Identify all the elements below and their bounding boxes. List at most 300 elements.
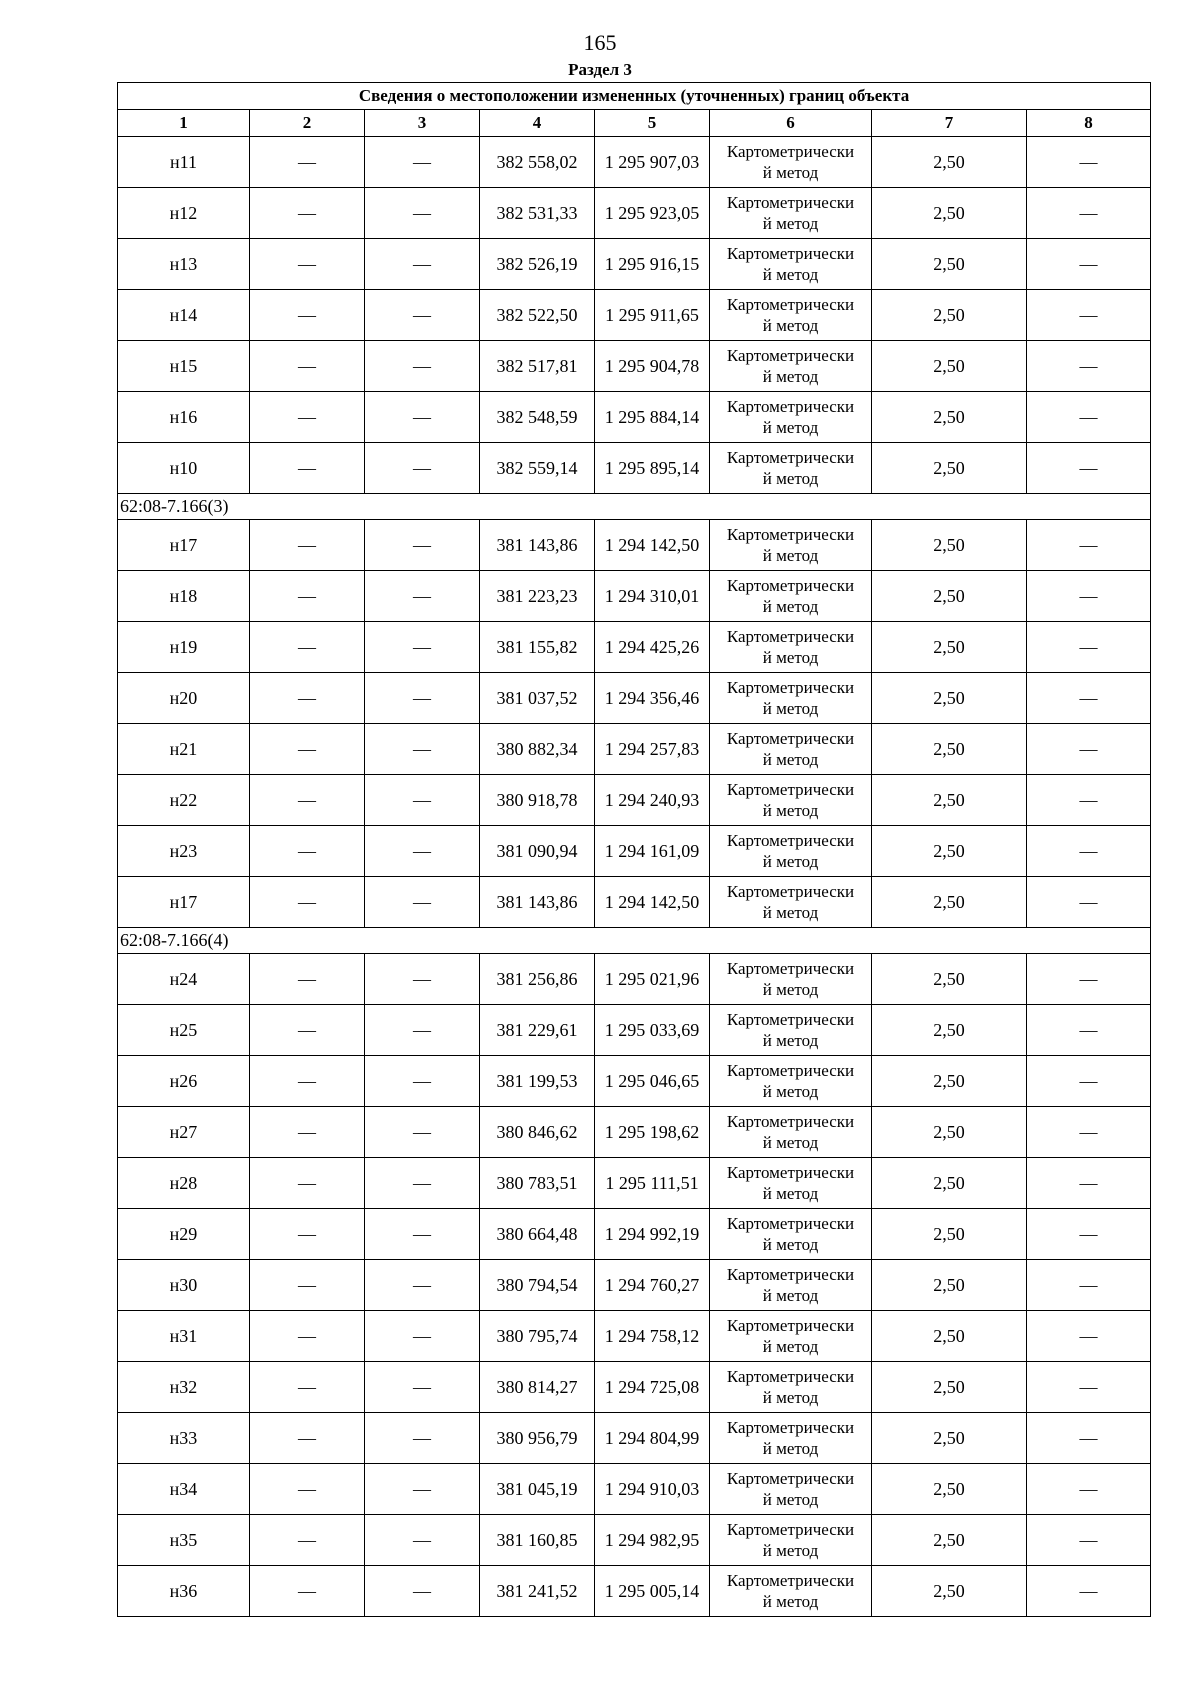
y-coordinate-cell: 1 294 142,50 — [595, 877, 710, 928]
x-coordinate-cell: 380 664,48 — [480, 1209, 595, 1260]
column-3-cell: — — [365, 775, 480, 826]
accuracy-cell: 2,50 — [872, 1005, 1027, 1056]
method-line-2: й метод — [762, 1490, 819, 1509]
accuracy-cell: 2,50 — [872, 1566, 1027, 1617]
x-coordinate-cell: 381 045,19 — [480, 1464, 595, 1515]
x-coordinate-cell: 381 155,82 — [480, 622, 595, 673]
column-2-cell: — — [250, 520, 365, 571]
column-8-cell: — — [1027, 877, 1151, 928]
y-coordinate-cell: 1 295 033,69 — [595, 1005, 710, 1056]
method-cell — [710, 1464, 872, 1515]
column-3-cell: — — [365, 622, 480, 673]
column-2-cell: — — [250, 392, 365, 443]
column-3-cell: — — [365, 1107, 480, 1158]
method-cell — [710, 1005, 872, 1056]
method-line-1: Картометрически — [726, 780, 855, 799]
table-row — [118, 137, 1151, 188]
table-row — [118, 341, 1151, 392]
y-coordinate-cell: 1 295 916,15 — [595, 239, 710, 290]
method-cell — [710, 571, 872, 622]
y-coordinate-cell: 1 294 161,09 — [595, 826, 710, 877]
table-row — [118, 954, 1151, 1005]
point-name-cell: н33 — [118, 1413, 250, 1464]
x-coordinate-cell: 380 918,78 — [480, 775, 595, 826]
method-line-2: й метод — [762, 801, 819, 820]
point-name-cell: н17 — [118, 520, 250, 571]
table-row — [118, 1413, 1151, 1464]
column-8-cell: — — [1027, 954, 1151, 1005]
column-3-cell: — — [365, 1464, 480, 1515]
table-caption-row — [118, 83, 1151, 110]
column-8-cell: — — [1027, 724, 1151, 775]
point-name-cell: н36 — [118, 1566, 250, 1617]
y-coordinate-cell: 1 295 904,78 — [595, 341, 710, 392]
method-line-2: й метод — [762, 546, 819, 565]
x-coordinate-cell: 382 558,02 — [480, 137, 595, 188]
table-row — [118, 392, 1151, 443]
column-number: 2 — [250, 110, 365, 137]
method-cell — [710, 673, 872, 724]
method-line-2: й метод — [762, 699, 819, 718]
column-number: 4 — [480, 110, 595, 137]
column-3-cell: — — [365, 954, 480, 1005]
column-2-cell: — — [250, 673, 365, 724]
accuracy-cell: 2,50 — [872, 1260, 1027, 1311]
point-name-cell: н29 — [118, 1209, 250, 1260]
method-cell — [710, 724, 872, 775]
point-name-cell: н24 — [118, 954, 250, 1005]
point-name-cell: н20 — [118, 673, 250, 724]
point-name-cell: н30 — [118, 1260, 250, 1311]
method-cell — [710, 1056, 872, 1107]
column-2-cell: — — [250, 1107, 365, 1158]
point-name-cell: н22 — [118, 775, 250, 826]
column-8-cell: — — [1027, 1107, 1151, 1158]
x-coordinate-cell: 380 794,54 — [480, 1260, 595, 1311]
x-coordinate-cell: 382 548,59 — [480, 392, 595, 443]
method-line-2: й метод — [762, 648, 819, 667]
method-cell — [710, 1413, 872, 1464]
column-number: 7 — [872, 110, 1027, 137]
table-row — [118, 1005, 1151, 1056]
method-line-1: Картометрически — [726, 1571, 855, 1590]
method-line-1: Картометрически — [726, 831, 855, 850]
y-coordinate-cell: 1 294 760,27 — [595, 1260, 710, 1311]
table-row — [118, 622, 1151, 673]
accuracy-cell: 2,50 — [872, 1107, 1027, 1158]
x-coordinate-cell: 382 531,33 — [480, 188, 595, 239]
x-coordinate-cell: 382 526,19 — [480, 239, 595, 290]
column-3-cell: — — [365, 1515, 480, 1566]
method-cell — [710, 1311, 872, 1362]
table-row — [118, 520, 1151, 571]
x-coordinate-cell: 381 256,86 — [480, 954, 595, 1005]
column-2-cell: — — [250, 239, 365, 290]
point-name-cell: н26 — [118, 1056, 250, 1107]
point-name-cell: н15 — [118, 341, 250, 392]
method-cell — [710, 775, 872, 826]
table-row — [118, 877, 1151, 928]
method-cell — [710, 954, 872, 1005]
method-line-2: й метод — [762, 265, 819, 284]
column-8-cell: — — [1027, 1260, 1151, 1311]
y-coordinate-cell: 1 294 910,03 — [595, 1464, 710, 1515]
column-2-cell: — — [250, 290, 365, 341]
column-3-cell: — — [365, 392, 480, 443]
method-cell — [710, 137, 872, 188]
method-line-1: Картометрически — [726, 627, 855, 646]
column-2-cell: — — [250, 1158, 365, 1209]
method-cell — [710, 392, 872, 443]
point-name-cell: н19 — [118, 622, 250, 673]
column-8-cell: — — [1027, 520, 1151, 571]
x-coordinate-cell: 382 517,81 — [480, 341, 595, 392]
method-cell — [710, 1362, 872, 1413]
column-2-cell: — — [250, 1413, 365, 1464]
y-coordinate-cell: 1 294 425,26 — [595, 622, 710, 673]
method-line-1: Картометрически — [726, 1469, 855, 1488]
column-8-cell: — — [1027, 1515, 1151, 1566]
accuracy-cell: 2,50 — [872, 571, 1027, 622]
point-name-cell: н16 — [118, 392, 250, 443]
point-name-cell: н28 — [118, 1158, 250, 1209]
method-line-1: Картометрически — [726, 142, 855, 161]
point-name-cell: н12 — [118, 188, 250, 239]
column-3-cell: — — [365, 1158, 480, 1209]
method-cell — [710, 1107, 872, 1158]
parcel-group-label: 62:08-7.166(3) — [118, 494, 1151, 520]
point-name-cell: н34 — [118, 1464, 250, 1515]
method-line-2: й метод — [762, 163, 819, 182]
column-3-cell: — — [365, 1260, 480, 1311]
table-row — [118, 188, 1151, 239]
method-line-2: й метод — [762, 750, 819, 769]
accuracy-cell: 2,50 — [872, 1311, 1027, 1362]
column-3-cell: — — [365, 571, 480, 622]
method-line-1: Картометрически — [726, 295, 855, 314]
y-coordinate-cell: 1 295 021,96 — [595, 954, 710, 1005]
column-2-cell: — — [250, 1209, 365, 1260]
y-coordinate-cell: 1 295 005,14 — [595, 1566, 710, 1617]
method-line-2: й метод — [762, 1439, 819, 1458]
column-8-cell: — — [1027, 137, 1151, 188]
column-2-cell: — — [250, 1260, 365, 1311]
column-3-cell: — — [365, 520, 480, 571]
column-8-cell: — — [1027, 290, 1151, 341]
column-2-cell: — — [250, 1005, 365, 1056]
method-line-2: й метод — [762, 1337, 819, 1356]
method-cell — [710, 520, 872, 571]
method-cell — [710, 443, 872, 494]
column-3-cell: — — [365, 137, 480, 188]
table-row — [118, 1056, 1151, 1107]
method-line-2: й метод — [762, 1388, 819, 1407]
point-name-cell: н11 — [118, 137, 250, 188]
method-line-2: й метод — [762, 214, 819, 233]
column-3-cell: — — [365, 239, 480, 290]
method-line-2: й метод — [762, 1184, 819, 1203]
column-3-cell: — — [365, 1566, 480, 1617]
accuracy-cell: 2,50 — [872, 724, 1027, 775]
column-2-cell: — — [250, 443, 365, 494]
y-coordinate-cell: 1 294 240,93 — [595, 775, 710, 826]
column-2-cell: — — [250, 826, 365, 877]
method-cell — [710, 1566, 872, 1617]
point-name-cell: н17 — [118, 877, 250, 928]
point-name-cell: н25 — [118, 1005, 250, 1056]
column-8-cell: — — [1027, 1311, 1151, 1362]
column-3-cell: — — [365, 1362, 480, 1413]
y-coordinate-cell: 1 295 923,05 — [595, 188, 710, 239]
method-cell — [710, 622, 872, 673]
method-line-2: й метод — [762, 980, 819, 999]
method-line-2: й метод — [762, 1592, 819, 1611]
column-number-row — [118, 110, 1151, 137]
y-coordinate-cell: 1 294 142,50 — [595, 520, 710, 571]
method-line-1: Картометрически — [726, 678, 855, 697]
y-coordinate-cell: 1 295 884,14 — [595, 392, 710, 443]
column-8-cell: — — [1027, 1005, 1151, 1056]
method-cell — [710, 1209, 872, 1260]
method-line-1: Картометрически — [726, 1265, 855, 1284]
point-name-cell: н32 — [118, 1362, 250, 1413]
x-coordinate-cell: 381 223,23 — [480, 571, 595, 622]
table-row — [118, 1464, 1151, 1515]
column-8-cell: — — [1027, 673, 1151, 724]
column-8-cell: — — [1027, 239, 1151, 290]
accuracy-cell: 2,50 — [872, 877, 1027, 928]
method-line-2: й метод — [762, 597, 819, 616]
accuracy-cell: 2,50 — [872, 137, 1027, 188]
x-coordinate-cell: 380 846,62 — [480, 1107, 595, 1158]
table-row — [118, 571, 1151, 622]
y-coordinate-cell: 1 294 725,08 — [595, 1362, 710, 1413]
y-coordinate-cell: 1 294 310,01 — [595, 571, 710, 622]
column-8-cell: — — [1027, 341, 1151, 392]
accuracy-cell: 2,50 — [872, 1209, 1027, 1260]
method-line-1: Картометрически — [726, 1112, 855, 1131]
table-row — [118, 1362, 1151, 1413]
accuracy-cell: 2,50 — [872, 826, 1027, 877]
method-line-2: й метод — [762, 367, 819, 386]
x-coordinate-cell: 381 199,53 — [480, 1056, 595, 1107]
column-2-cell: — — [250, 188, 365, 239]
x-coordinate-cell: 382 522,50 — [480, 290, 595, 341]
column-3-cell: — — [365, 341, 480, 392]
column-2-cell: — — [250, 1056, 365, 1107]
y-coordinate-cell: 1 295 111,51 — [595, 1158, 710, 1209]
accuracy-cell: 2,50 — [872, 520, 1027, 571]
method-line-1: Картометрически — [726, 959, 855, 978]
y-coordinate-cell: 1 294 804,99 — [595, 1413, 710, 1464]
column-3-cell: — — [365, 188, 480, 239]
accuracy-cell: 2,50 — [872, 1413, 1027, 1464]
method-line-1: Картометрически — [726, 1214, 855, 1233]
method-line-2: й метод — [762, 1541, 819, 1560]
column-8-cell: — — [1027, 1413, 1151, 1464]
column-number: 6 — [710, 110, 872, 137]
column-3-cell: — — [365, 1056, 480, 1107]
method-line-1: Картометрически — [726, 448, 855, 467]
method-line-1: Картометрически — [726, 729, 855, 748]
column-3-cell: — — [365, 826, 480, 877]
x-coordinate-cell: 381 037,52 — [480, 673, 595, 724]
point-name-cell: н31 — [118, 1311, 250, 1362]
column-number: 8 — [1027, 110, 1151, 137]
y-coordinate-cell: 1 295 895,14 — [595, 443, 710, 494]
accuracy-cell: 2,50 — [872, 1056, 1027, 1107]
y-coordinate-cell: 1 294 758,12 — [595, 1311, 710, 1362]
column-3-cell: — — [365, 1005, 480, 1056]
column-8-cell: — — [1027, 1056, 1151, 1107]
method-line-2: й метод — [762, 1031, 819, 1050]
method-line-1: Картометрически — [726, 346, 855, 365]
point-name-cell: н27 — [118, 1107, 250, 1158]
accuracy-cell: 2,50 — [872, 341, 1027, 392]
method-line-1: Картометрически — [726, 193, 855, 212]
accuracy-cell: 2,50 — [872, 622, 1027, 673]
x-coordinate-cell: 381 160,85 — [480, 1515, 595, 1566]
column-2-cell: — — [250, 1362, 365, 1413]
accuracy-cell: 2,50 — [872, 673, 1027, 724]
point-name-cell: н21 — [118, 724, 250, 775]
table-row — [118, 1158, 1151, 1209]
method-cell — [710, 1260, 872, 1311]
column-8-cell: — — [1027, 1362, 1151, 1413]
method-line-1: Картометрически — [726, 525, 855, 544]
x-coordinate-cell: 380 882,34 — [480, 724, 595, 775]
column-2-cell: — — [250, 622, 365, 673]
column-8-cell: — — [1027, 1209, 1151, 1260]
column-2-cell: — — [250, 1566, 365, 1617]
table-row — [118, 239, 1151, 290]
parcel-group-label: 62:08-7.166(4) — [118, 928, 1151, 954]
column-2-cell: — — [250, 954, 365, 1005]
column-3-cell: — — [365, 1209, 480, 1260]
accuracy-cell: 2,50 — [872, 954, 1027, 1005]
table-caption: Сведения о местоположении измененных (уточненных) границ объекта — [118, 83, 1151, 110]
y-coordinate-cell: 1 294 982,95 — [595, 1515, 710, 1566]
method-line-1: Картометрически — [726, 1520, 855, 1539]
column-8-cell: — — [1027, 443, 1151, 494]
method-line-2: й метод — [762, 1235, 819, 1254]
method-line-1: Картометрически — [726, 1061, 855, 1080]
column-8-cell: — — [1027, 1158, 1151, 1209]
column-8-cell: — — [1027, 775, 1151, 826]
method-cell — [710, 239, 872, 290]
accuracy-cell: 2,50 — [872, 239, 1027, 290]
method-line-2: й метод — [762, 316, 819, 335]
method-line-1: Картометрически — [726, 1367, 855, 1386]
accuracy-cell: 2,50 — [872, 1515, 1027, 1566]
method-line-1: Картометрически — [726, 244, 855, 263]
column-3-cell: — — [365, 443, 480, 494]
method-cell — [710, 1158, 872, 1209]
point-name-cell: н13 — [118, 239, 250, 290]
parcel-group-row — [118, 928, 1151, 954]
y-coordinate-cell: 1 294 257,83 — [595, 724, 710, 775]
method-line-1: Картометрически — [726, 1418, 855, 1437]
method-line-1: Картометрически — [726, 1316, 855, 1335]
column-2-cell: — — [250, 341, 365, 392]
y-coordinate-cell: 1 294 356,46 — [595, 673, 710, 724]
column-8-cell: — — [1027, 188, 1151, 239]
point-name-cell: н14 — [118, 290, 250, 341]
x-coordinate-cell: 381 143,86 — [480, 877, 595, 928]
accuracy-cell: 2,50 — [872, 188, 1027, 239]
method-cell — [710, 826, 872, 877]
point-name-cell: н18 — [118, 571, 250, 622]
method-line-2: й метод — [762, 1082, 819, 1101]
column-8-cell: — — [1027, 392, 1151, 443]
method-line-2: й метод — [762, 1133, 819, 1152]
column-2-cell: — — [250, 724, 365, 775]
y-coordinate-cell: 1 295 911,65 — [595, 290, 710, 341]
method-line-1: Картометрически — [726, 1010, 855, 1029]
y-coordinate-cell: 1 295 198,62 — [595, 1107, 710, 1158]
x-coordinate-cell: 382 559,14 — [480, 443, 595, 494]
x-coordinate-cell: 380 783,51 — [480, 1158, 595, 1209]
table-row — [118, 290, 1151, 341]
x-coordinate-cell: 381 241,52 — [480, 1566, 595, 1617]
page-number: 165 — [583, 30, 617, 55]
x-coordinate-cell: 381 143,86 — [480, 520, 595, 571]
table-row — [118, 673, 1151, 724]
column-3-cell: — — [365, 673, 480, 724]
y-coordinate-cell: 1 295 907,03 — [595, 137, 710, 188]
table-row — [118, 724, 1151, 775]
column-2-cell: — — [250, 137, 365, 188]
x-coordinate-cell: 380 814,27 — [480, 1362, 595, 1413]
column-2-cell: — — [250, 877, 365, 928]
accuracy-cell: 2,50 — [872, 775, 1027, 826]
column-8-cell: — — [1027, 1566, 1151, 1617]
table-row — [118, 1260, 1151, 1311]
column-8-cell: — — [1027, 1464, 1151, 1515]
column-number: 5 — [595, 110, 710, 137]
x-coordinate-cell: 381 090,94 — [480, 826, 595, 877]
column-3-cell: — — [365, 1311, 480, 1362]
accuracy-cell: 2,50 — [872, 290, 1027, 341]
accuracy-cell: 2,50 — [872, 1464, 1027, 1515]
point-name-cell: н23 — [118, 826, 250, 877]
y-coordinate-cell: 1 295 046,65 — [595, 1056, 710, 1107]
column-2-cell: — — [250, 571, 365, 622]
method-cell — [710, 1515, 872, 1566]
method-cell — [710, 877, 872, 928]
table-row — [118, 1311, 1151, 1362]
method-line-1: Картометрически — [726, 1163, 855, 1182]
accuracy-cell: 2,50 — [872, 1158, 1027, 1209]
method-cell — [710, 188, 872, 239]
column-number: 3 — [365, 110, 480, 137]
point-name-cell: н35 — [118, 1515, 250, 1566]
table-row — [118, 1515, 1151, 1566]
table-row — [118, 775, 1151, 826]
method-line-1: Картометрически — [726, 882, 855, 901]
table-row — [118, 443, 1151, 494]
column-2-cell: — — [250, 1464, 365, 1515]
column-2-cell: — — [250, 775, 365, 826]
method-line-1: Картометрически — [726, 576, 855, 595]
column-3-cell: — — [365, 877, 480, 928]
column-3-cell: — — [365, 290, 480, 341]
boundary-coordinates-table — [117, 82, 1151, 1617]
x-coordinate-cell: 380 795,74 — [480, 1311, 595, 1362]
column-number: 1 — [118, 110, 250, 137]
column-3-cell: — — [365, 1413, 480, 1464]
accuracy-cell: 2,50 — [872, 443, 1027, 494]
